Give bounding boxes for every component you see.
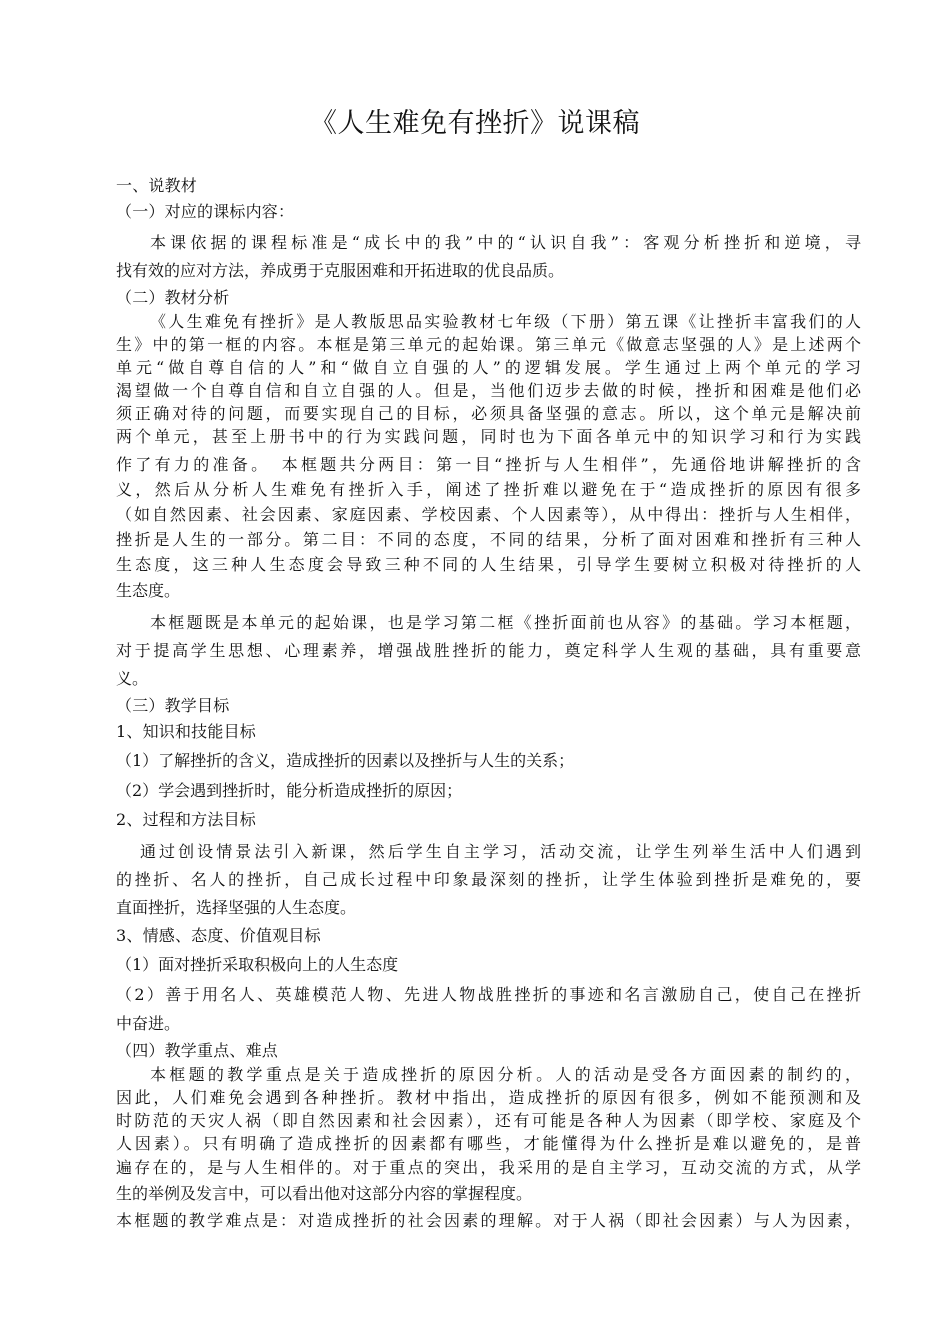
paragraph-line: 两个单元，甚至上册书中的行为实践问题，同时也为下面各单元中的知识学习和行为实践: [116, 427, 861, 446]
paragraph-line: 义，然后从分析人生难免有挫折入手，阐述了挫折难以避免在于“造成挫折的原因有很多: [116, 480, 861, 499]
paragraph-line: 通过创设情景法引入新课，然后学生自主学习，活动交流，让学生列举生活中人们遇到: [140, 842, 861, 861]
objective-heading: 3、情感、态度、价值观目标: [116, 926, 321, 945]
document-body: [116, 172, 861, 1233]
paragraph-line: 《人生难免有挫折》是人教版思品实验教材七年级（下册）第五课《让挫折丰富我们的人: [150, 312, 861, 331]
paragraph-line: 人因素）。只有明确了造成挫折的因素都有哪些，才能懂得为什么挫折是难以避免的，是普: [116, 1134, 861, 1153]
objective-item: （2）善于用名人、英雄模范人物、先进人物战胜挫折的事迹和名言激励自己，使自己在挫折: [116, 985, 861, 1004]
section-heading: 一、说教材: [116, 176, 198, 195]
paragraph-line: 时防范的天灾人祸（即自然因素和社会因素），还有可能是各种人为因素（即学校、家庭及个: [116, 1111, 861, 1130]
objective-item: （1）面对挫折采取积极向上的人生态度: [116, 955, 399, 974]
paragraph-line: 对于提高学生思想、心理素养，增强战胜挫折的能力，奠定科学人生观的基础，具有重要意: [116, 641, 861, 660]
objective-item: 中奋进。: [116, 1014, 181, 1033]
paragraph-line: 生的举例及发言中，可以看出他对这部分内容的掌握程度。: [116, 1184, 533, 1203]
subsection-heading: （四）教学重点、难点: [116, 1041, 279, 1060]
paragraph-line: 生态度，这三种人生态度会导致三种不同的人生结果，引导学生要树立积极对待挫折的人: [116, 555, 861, 574]
paragraph-line: 须正确对待的问题，而要实现自己的目标，必须具备坚强的意志。所以，这个单元是解决前: [116, 404, 861, 423]
paragraph-line: 生》中的第一框的内容。本框是第三单元的起始课。第三单元《做意志坚强的人》是上述两个: [116, 335, 861, 354]
paragraph-line: 渴望做一个自尊自信和自立自强的人。但是，当他们迈步去做的时候，挫折和困难是他们必: [116, 381, 861, 400]
paragraph-line: （如自然因素、社会因素、家庭因素、学校因素、个人因素等），从中得出：挫折与人生相伴，: [116, 505, 861, 524]
paragraph-line: 单元“做自尊自信的人”和“做自立自强的人”的逻辑发展。学生通过上两个单元的学习: [116, 358, 861, 377]
paragraph-line: 挫折是人生的一部分。第二目：不同的态度，不同的结果，分析了面对困难和挫折有三种人: [116, 530, 861, 549]
paragraph-line: 的挫折、名人的挫折，自己成长过程中印象最深刻的挫折，让学生体验到挫折是难免的，要: [116, 870, 861, 889]
subsection-heading: （三）教学目标: [116, 696, 230, 715]
document-title: 《人生难免有挫折》说课稿: [310, 108, 640, 139]
subsection-heading: （一）对应的课标内容：: [116, 202, 295, 221]
objective-heading: 2、过程和方法目标: [116, 810, 256, 829]
paragraph-line: 因此，人们难免会遇到各种挫折。教材中指出，造成挫折的原因有很多，例如不能预测和及: [116, 1088, 861, 1107]
objective-item: （1）了解挫折的含义，造成挫折的因素以及挫折与人生的关系；: [116, 751, 575, 770]
paragraph-line: 本课依据的课程标准是“成长中的我”中的“认识自我”：客观分析挫折和逆境，寻: [150, 233, 861, 252]
paragraph-line: 找有效的应对方法，养成勇于克服困难和开拓进取的优良品质。: [116, 261, 565, 280]
paragraph-line: 生态度。: [116, 581, 181, 600]
paragraph-line: 本框题的教学难点是：对造成挫折的社会因素的理解。对于人祸（即社会因素）与人为因素，: [116, 1211, 861, 1230]
paragraph-line: 义。: [116, 669, 149, 688]
subsection-heading: （二）教材分析: [116, 288, 230, 307]
paragraph-line: 本框题既是本单元的起始课，也是学习第二框《挫折面前也从容》的基础。学习本框题，: [150, 613, 861, 632]
paragraph-line: 作了有力的准备。 本框题共分两目：第一目“挫折与人生相伴”，先通俗地讲解挫折的含: [116, 455, 861, 474]
objective-heading: 1、知识和技能目标: [116, 722, 256, 741]
paragraph-line: 直面挫折，选择坚强的人生态度。: [116, 898, 357, 917]
paragraph-line: 本框题的教学重点是关于造成挫折的原因分析。人的活动是受各方面因素的制约的，: [150, 1065, 861, 1084]
objective-item: （2）学会遇到挫折时，能分析造成挫折的原因；: [116, 781, 463, 800]
paragraph-line: 遍存在的，是与人生相伴的。对于重点的突出，我采用的是自主学习，互动交流的方式，从学: [116, 1158, 861, 1177]
